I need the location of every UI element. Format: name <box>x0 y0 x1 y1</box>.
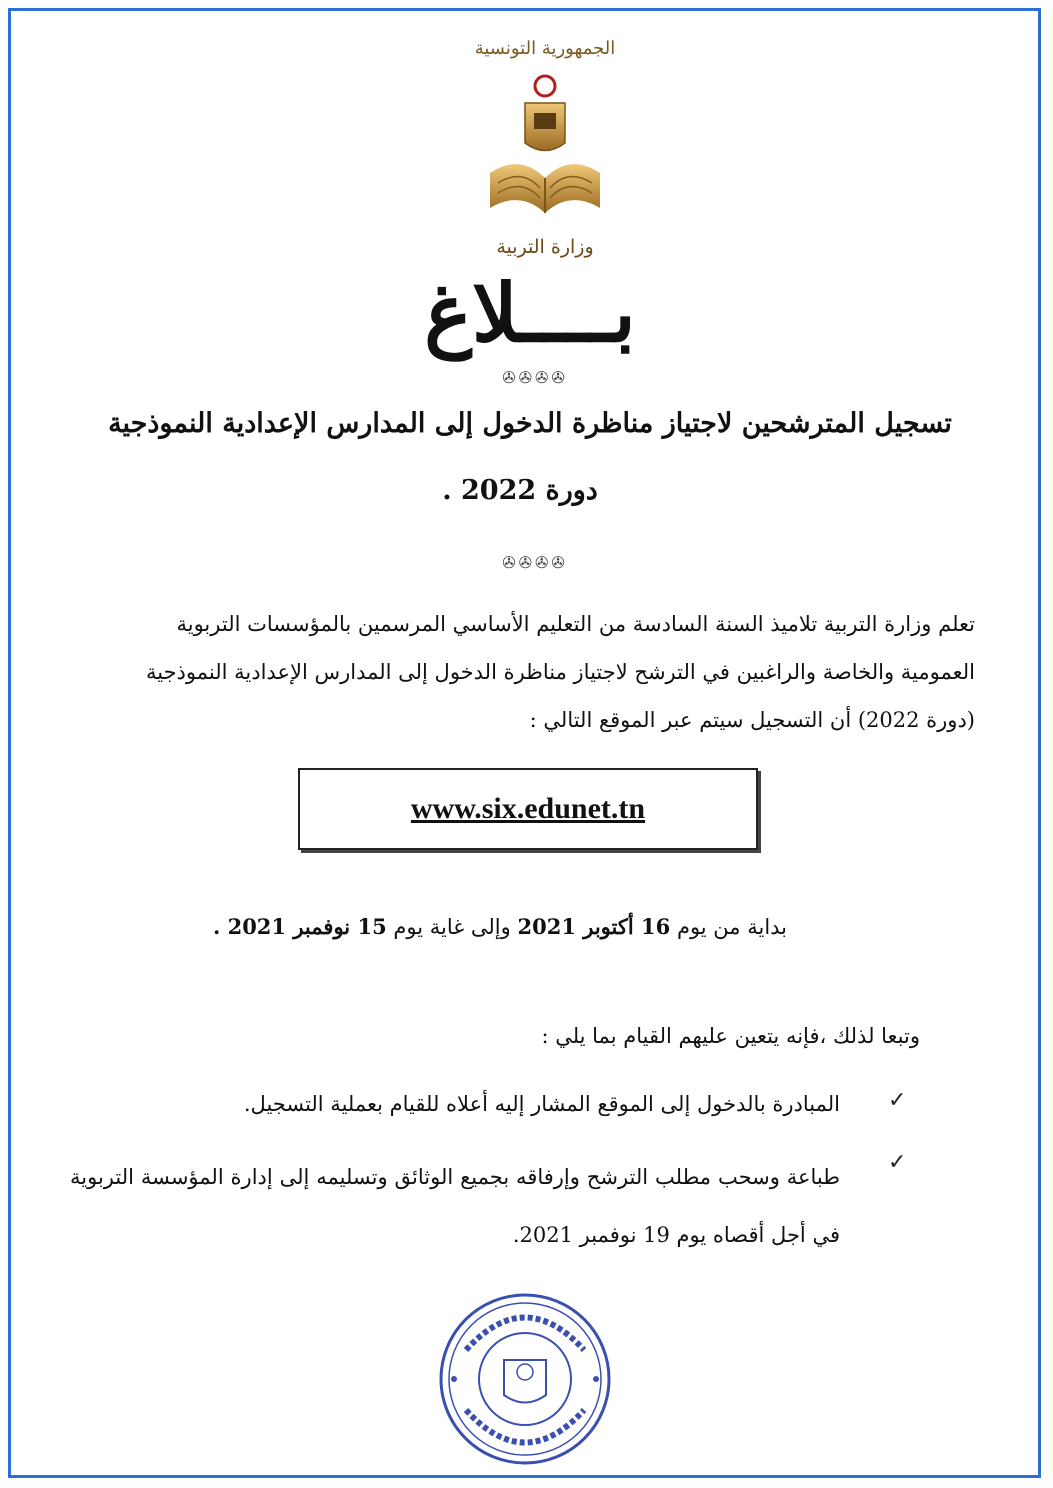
checkmark-icon: ✓ <box>888 1150 907 1175</box>
announcement-title: بــــلاغ <box>424 266 636 360</box>
instruction-item: طباعة وسحب مطلب الترشح وإرفاقه بجميع الوثائق وتسليمه إلى إدارة المؤسسة التربوية في أجل أقصاه يوم 19 نوفمبر 2021. <box>70 1165 840 1247</box>
dates-prefix: بداية من يوم <box>676 915 788 939</box>
session-year: دورة 2022 . <box>442 475 598 506</box>
republic-name: الجمهورية التونسية <box>474 38 616 59</box>
announcement-heading: تسجيل المترشحين لاجتياز مناظرة الدخول إلى المدارس الإعدادية النموذجية <box>108 408 952 439</box>
instruction-item: المبادرة بالدخول إلى الموقع المشار إليه أعلاه للقيام بعملية التسجيل. <box>243 1092 840 1116</box>
registration-period <box>150 914 850 939</box>
paragraph-line: العمومية والخاصة والراغبين في الترشح لاجتياز مناظرة الدخول إلى المدارس الإعدادية النموذجية <box>145 660 975 684</box>
ministry-header <box>470 38 620 258</box>
ornament-top: ✇✇✇✇ <box>502 368 568 387</box>
start-date: 16 أكتوبر 2021 <box>517 914 671 939</box>
paragraph-line: تعلم وزارة التربية تلاميذ السنة السادسة من التعليم الأساسي المرسمين بالمؤسسات التربوية <box>176 612 975 636</box>
dates-middle: وإلى غاية يوم <box>393 915 511 939</box>
ministry-name: وزارة التربية <box>496 236 594 258</box>
registration-url-link[interactable]: www.six.edunet.tn <box>410 792 646 825</box>
ornament-bottom: ✇✇✇✇ <box>502 553 568 572</box>
paragraph-line: (دورة 2022) أن التسجيل سيتم عبر الموقع التالي : <box>529 708 975 732</box>
end-date: 15 نوفمبر 2021 . <box>212 914 387 939</box>
official-stamp-icon <box>436 1290 614 1468</box>
registration-url-box <box>298 768 758 850</box>
ministry-emblem-icon <box>470 58 620 248</box>
instructions-intro: وتبعا لذلك ،فإنه يتعين عليهم القيام بما يلي : <box>541 1024 920 1048</box>
announcement-paragraph <box>70 600 975 744</box>
checkmark-icon: ✓ <box>888 1088 907 1113</box>
